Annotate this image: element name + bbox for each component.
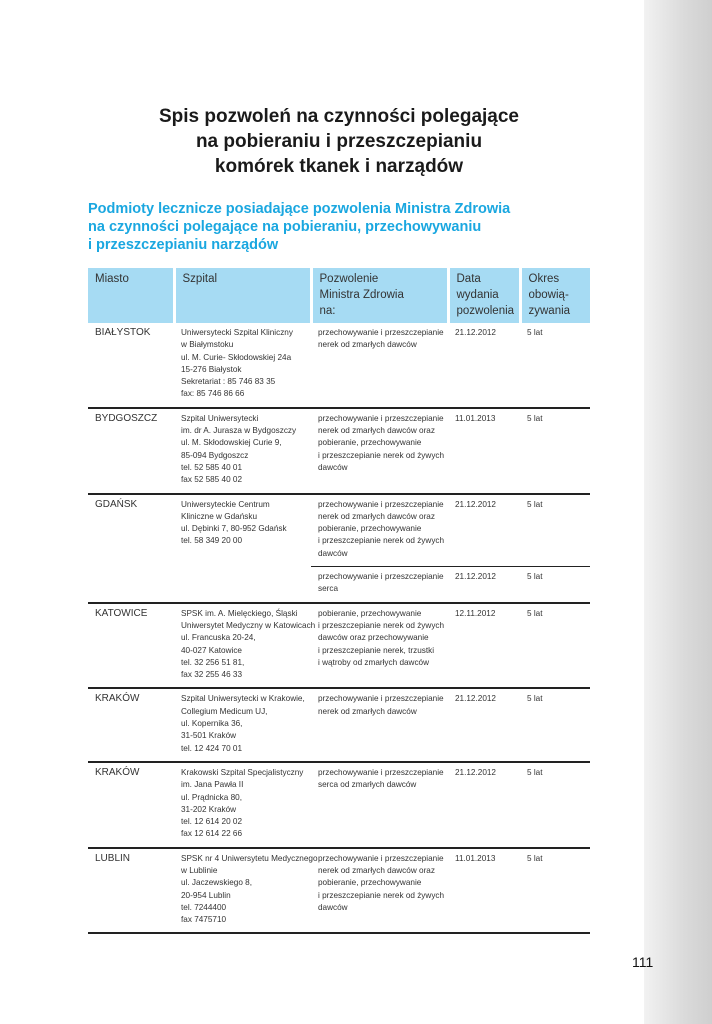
cell-line: Uniwersyteckie Centrum xyxy=(181,499,270,509)
cell-line: ul. M. Curie- Skłodowskiej 24a xyxy=(181,352,292,362)
cell-line: Kliniczne w Gdańsku xyxy=(181,511,257,521)
cell-line: serca xyxy=(318,584,339,594)
cell-line: pobieranie, przechowywanie xyxy=(318,524,422,534)
period-cell: 5 lat xyxy=(520,323,590,408)
date-cell: 11.01.2013 xyxy=(448,408,520,494)
cell-line: i przeszczepianie nerek od żywych xyxy=(318,450,445,460)
period-cell: 5 lat xyxy=(520,762,590,848)
cell-line: i przeszczepianie nerek, trzustki xyxy=(318,645,435,655)
hospital-cell xyxy=(174,408,311,494)
cell-line: i przeszczepianie nerek od żywych xyxy=(318,890,445,900)
city-cell: BIAŁYSTOK xyxy=(88,323,174,408)
header-data: Data wydania pozwolenia xyxy=(448,268,520,323)
city-cell: GDAŃSK xyxy=(88,494,174,603)
cell-line: ul. Prądnicka 80, xyxy=(181,792,242,802)
cell-line: przechowywanie i przeszczepianie xyxy=(318,413,444,423)
cell-line: nerek od zmarłych dawców xyxy=(318,706,417,716)
cell-line: ul. Jaczewskiego 8, xyxy=(181,878,252,888)
date-cell: 21.12.2012 xyxy=(448,567,520,603)
header-pozwolenie: Pozwolenie Ministra Zdrowia na: xyxy=(311,268,448,323)
page-edge-shading xyxy=(644,0,712,1024)
date-cell: 21.12.2012 xyxy=(448,323,520,408)
cell-line: ul. M. Skłodowskiej Curie 9, xyxy=(181,438,282,448)
permit-cell xyxy=(311,762,448,848)
cell-line: nerek od zmarłych dawców xyxy=(318,340,417,350)
permit-cell xyxy=(311,567,448,603)
cell-line: Collegium Medicum UJ, xyxy=(181,706,268,716)
title-line: komórek tkanek i narządów xyxy=(214,156,464,177)
cell-line: Szpital Uniwersytecki w Krakowie, xyxy=(181,694,305,704)
period-cell: 5 lat xyxy=(520,567,590,603)
permits-table xyxy=(88,268,590,934)
table-row xyxy=(88,603,590,689)
permit-cell xyxy=(311,408,448,494)
city-cell: KRAKÓW xyxy=(88,762,174,848)
cell-line: 15-276 Białystok xyxy=(181,364,242,374)
document-title xyxy=(88,104,590,179)
cell-line: przechowywanie i przeszczepianie xyxy=(318,328,444,337)
page-number: 111 xyxy=(632,954,654,970)
cell-line: ul. Dębinki 7, 80-952 Gdańsk xyxy=(181,524,287,534)
table-header-row xyxy=(88,268,590,323)
hospital-cell xyxy=(174,494,311,603)
cell-line: przechowywanie i przeszczepianie xyxy=(318,694,444,704)
cell-line: pobieranie, przechowywanie xyxy=(318,608,422,618)
cell-line: tel. 12 424 70 01 xyxy=(181,743,243,753)
cell-line: nerek od zmarłych dawców oraz xyxy=(318,865,435,875)
title-line: na pobieraniu i przeszczepianiu xyxy=(195,131,483,152)
cell-line: tel. 52 585 40 01 xyxy=(181,462,243,472)
cell-line: nerek od zmarłych dawców oraz xyxy=(318,511,435,521)
hospital-cell xyxy=(174,848,318,934)
date-cell: 11.01.2013 xyxy=(448,848,520,934)
table-row xyxy=(88,848,590,934)
cell-line: 85-094 Bydgoszcz xyxy=(181,450,249,460)
cell-line: 40-027 Katowice xyxy=(181,645,242,655)
city-cell: LUBLIN xyxy=(88,848,174,934)
cell-line: 31-202 Kraków xyxy=(181,804,237,814)
period-cell: 5 lat xyxy=(520,408,590,494)
cell-line: w Lublinie xyxy=(181,865,218,875)
cell-line: nerek od zmarłych dawców oraz xyxy=(318,426,435,436)
cell-line: Uniwersytet Medyczny w Katowicach xyxy=(181,620,316,630)
cell-line: i wątroby od zmarłych dawców xyxy=(318,657,430,667)
date-cell: 21.12.2012 xyxy=(448,494,520,567)
cell-line: SPSK nr 4 Uniwersytetu Medycznego xyxy=(181,853,318,863)
date-cell: 21.12.2012 xyxy=(448,688,520,761)
period-cell: 5 lat xyxy=(520,848,590,934)
cell-line: im. dr A. Jurasza w Bydgoszczy xyxy=(181,426,297,436)
cell-line: przechowywanie i przeszczepianie xyxy=(318,572,444,582)
cell-line: dawców xyxy=(318,462,348,472)
period-cell: 5 lat xyxy=(520,494,590,567)
cell-line: im. Jana Pawła II xyxy=(181,780,244,790)
city-cell: KATOWICE xyxy=(88,603,174,689)
hospital-cell xyxy=(174,762,311,848)
table-row xyxy=(88,323,590,408)
subtitle-line: i przeszczepianiu narządów xyxy=(88,237,279,253)
cell-line: Krakowski Szpital Specjalistyczny xyxy=(181,767,304,777)
hospital-cell xyxy=(174,603,316,689)
cell-line: dawców xyxy=(318,902,348,912)
section-subtitle xyxy=(88,200,590,254)
permit-cell xyxy=(311,688,448,761)
cell-line: dawców xyxy=(318,548,348,558)
cell-line: ul. Kopernika 36, xyxy=(181,719,243,729)
cell-line: przechowywanie i przeszczepianie xyxy=(318,499,444,509)
cell-line: ul. Francuska 20-24, xyxy=(181,633,256,643)
cell-line: Uniwersytecki Szpital Kliniczny xyxy=(181,328,293,337)
table-row xyxy=(88,762,590,848)
city-cell: KRAKÓW xyxy=(88,688,174,761)
cell-line: pobieranie, przechowywanie xyxy=(318,438,422,448)
date-cell: 12.11.2012 xyxy=(448,603,520,689)
cell-line: i przeszczepianie nerek od żywych xyxy=(318,536,445,546)
cell-line: 31-501 Kraków xyxy=(181,731,237,741)
cell-line: serca od zmarłych dawców xyxy=(318,780,417,790)
hospital-cell xyxy=(174,688,311,761)
cell-line: Sekretariat : 85 746 83 35 xyxy=(181,377,276,387)
cell-line: 20-954 Lublin xyxy=(181,890,231,900)
subtitle-line: na czynności polegające na pobieraniu, przechowywaniu xyxy=(88,219,482,235)
cell-line: tel. 58 349 20 00 xyxy=(181,536,243,546)
period-cell: 5 lat xyxy=(520,603,590,689)
cell-line: fax 7475710 xyxy=(181,915,227,925)
cell-line: Szpital Uniwersytecki xyxy=(181,413,259,423)
title-line: Spis pozwoleń na czynności polegające xyxy=(158,106,520,127)
header-miasto: Miasto xyxy=(88,268,174,323)
permit-cell xyxy=(311,848,448,934)
subtitle-line: Podmioty lecznicze posiadające pozwolenia Ministra Zdrowia xyxy=(88,201,511,217)
cell-line: i przeszczepianie nerek od żywych xyxy=(318,620,445,630)
city-cell: BYDGOSZCZ xyxy=(88,408,174,494)
cell-line: dawców oraz przechowywanie xyxy=(318,633,429,643)
cell-line: tel. 7244400 xyxy=(181,902,227,912)
header-szpital: Szpital xyxy=(174,268,311,323)
cell-line: tel. 12 614 20 02 xyxy=(181,817,243,827)
hospital-cell xyxy=(174,323,311,408)
date-cell: 21.12.2012 xyxy=(448,762,520,848)
period-cell: 5 lat xyxy=(520,688,590,761)
table-row xyxy=(88,408,590,494)
permit-cell xyxy=(311,603,448,689)
permit-cell xyxy=(311,323,448,408)
table-row xyxy=(88,494,590,567)
cell-line: fax: 85 746 86 66 xyxy=(181,389,245,399)
cell-line: w Białymstoku xyxy=(181,340,234,350)
header-okres: Okres obowią- zywania xyxy=(520,268,590,323)
cell-line: przechowywanie i przeszczepianie xyxy=(318,767,444,777)
cell-line: fax 12 614 22 66 xyxy=(181,829,243,839)
cell-line: pobieranie, przechowywanie xyxy=(318,878,422,888)
permit-cell xyxy=(311,494,448,567)
cell-line: przechowywanie i przeszczepianie xyxy=(318,853,444,863)
cell-line: fax 32 255 46 33 xyxy=(181,670,243,680)
cell-line: fax 52 585 40 02 xyxy=(181,475,243,485)
cell-line: SPSK im. A. Mielęckiego, Śląski xyxy=(181,608,298,618)
cell-line: tel. 32 256 51 81, xyxy=(181,657,245,667)
table-row xyxy=(88,688,590,761)
